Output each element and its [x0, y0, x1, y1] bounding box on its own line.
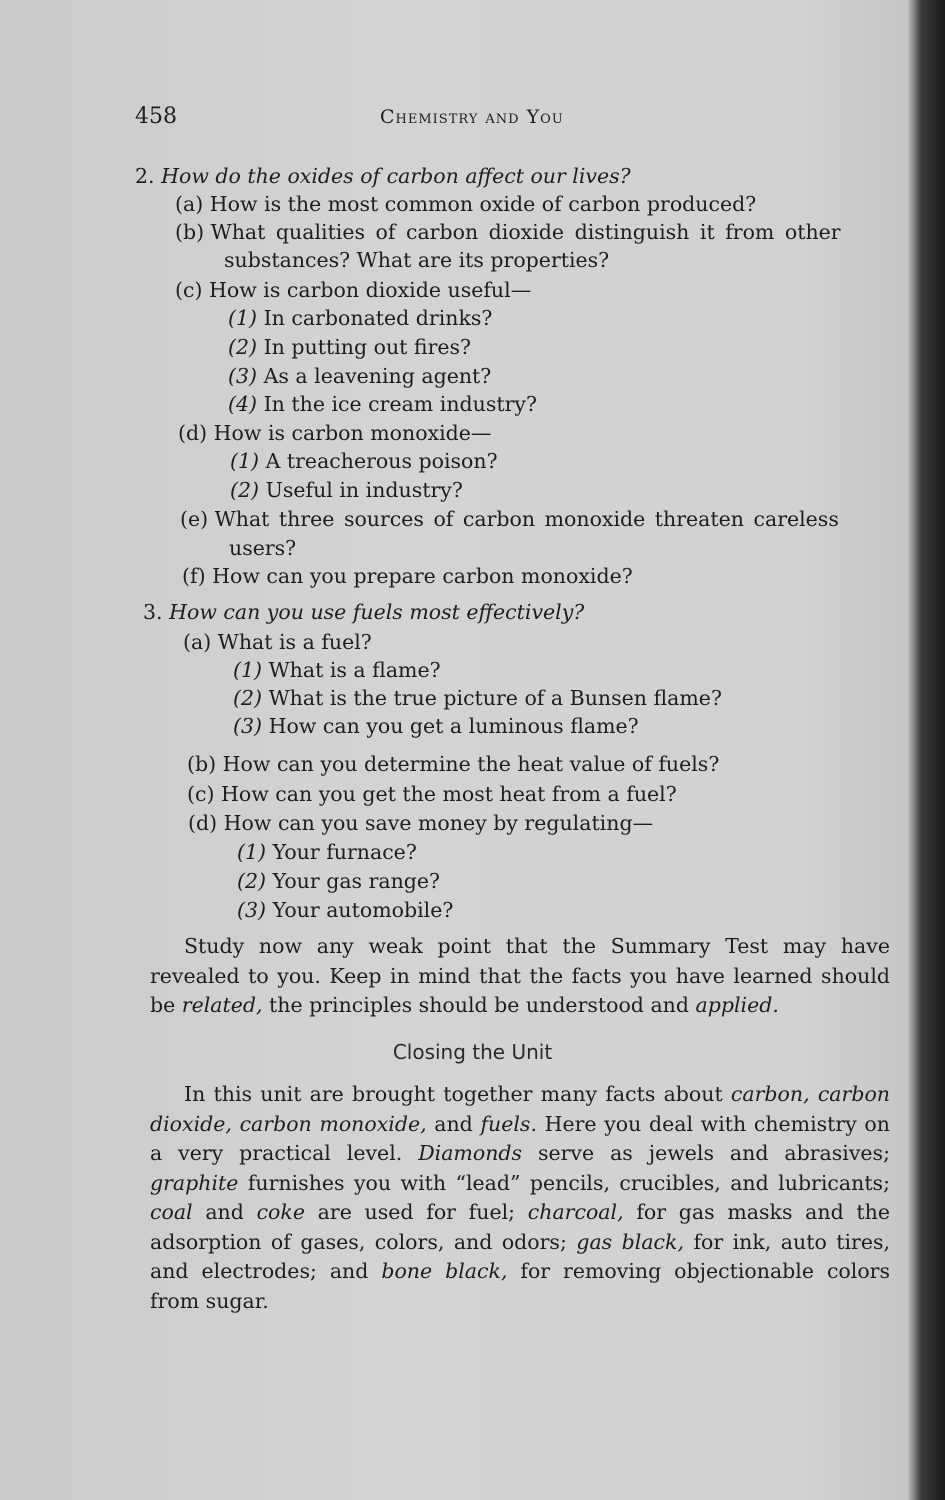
q2-item-c: (c) How is carbon dioxide useful—: [175, 278, 532, 302]
q2-c-sub-2: (2) In putting out fires?: [228, 335, 472, 359]
q2-d-sub-1: (1) A treacherous poison?: [230, 449, 498, 473]
q3-d-sub-3: (3) Your automobile?: [237, 898, 454, 922]
page-number: 458: [135, 104, 177, 129]
q3-a-sub-3: (3) How can you get a luminous flame?: [233, 714, 639, 738]
q2-item-b: (b) What qualities of carbon dioxide distinguish it from other: [175, 220, 841, 244]
question-number: 3.: [143, 600, 163, 624]
q3-item-d: (d) How can you save money by regulating—: [188, 811, 654, 835]
q3-item-c: (c) How can you get the most heat from a fuel?: [187, 782, 677, 806]
q3-item-b: (b) How can you determine the heat value of fuels?: [187, 752, 720, 776]
q2-item-a: (a) How is the most common oxide of carbon produced?: [175, 192, 757, 216]
q2-c-sub-3: (3) As a leavening agent?: [228, 364, 492, 388]
q2-d-sub-2: (2) Useful in industry?: [230, 478, 463, 502]
q2-item-b-cont: substances? What are its properties?: [224, 248, 610, 272]
q2-c-sub-4: (4) In the ice cream industry?: [228, 392, 537, 416]
running-header: [0, 104, 945, 134]
running-title: Chemistry and You: [380, 106, 564, 128]
q2-item-f: (f) How can you prepare carbon monoxide?: [182, 564, 633, 588]
q3-d-sub-1: (1) Your furnace?: [237, 840, 417, 864]
q2-item-d: (d) How is carbon monoxide—: [178, 421, 492, 445]
q3-d-sub-2: (2) Your gas range?: [237, 869, 441, 893]
q3-item-a: (a) What is a fuel?: [183, 630, 372, 654]
section-title: Closing the Unit: [392, 1040, 553, 1064]
q2-c-sub-1: (1) In carbonated drinks?: [228, 306, 493, 330]
q3-a-sub-1: (1) What is a flame?: [233, 658, 441, 682]
q2-item-e-cont: users?: [229, 536, 297, 560]
closing-paragraph: In this unit are brought together many facts about carbon, carbon dioxide, carbon monoxide, and fuels. Here you deal with chemistry on a very practical level. Diamonds serve as jewels and abrasives; graphite furnishes you with “lead” pencils, crucibles, and lubricants; coal and coke are used for fuel; charcoal, for gas masks and the adsorption of gases, colors, and odors; gas black, for ink, auto tires, and electrodes; and bone black, for removing objectionable colors from sugar.: [150, 1082, 891, 1313]
question-3-heading: [143, 598, 584, 626]
q3-a-sub-2: (2) What is the true picture of a Bunsen flame?: [233, 686, 722, 710]
question-title: How do the oxides of carbon affect our lives?: [161, 164, 631, 188]
study-paragraph: Study now any weak point that the Summary Test may have revealed to you. Keep in mind that the facts you have learned should be related, the principles should be understood and applied.: [150, 934, 890, 1017]
question-title: How can you use fuels most effectively?: [169, 600, 585, 624]
q2-item-e: (e) What three sources of carbon monoxide threaten careless: [180, 507, 839, 531]
question-number: 2.: [135, 164, 155, 188]
question-2-heading: [135, 162, 631, 190]
